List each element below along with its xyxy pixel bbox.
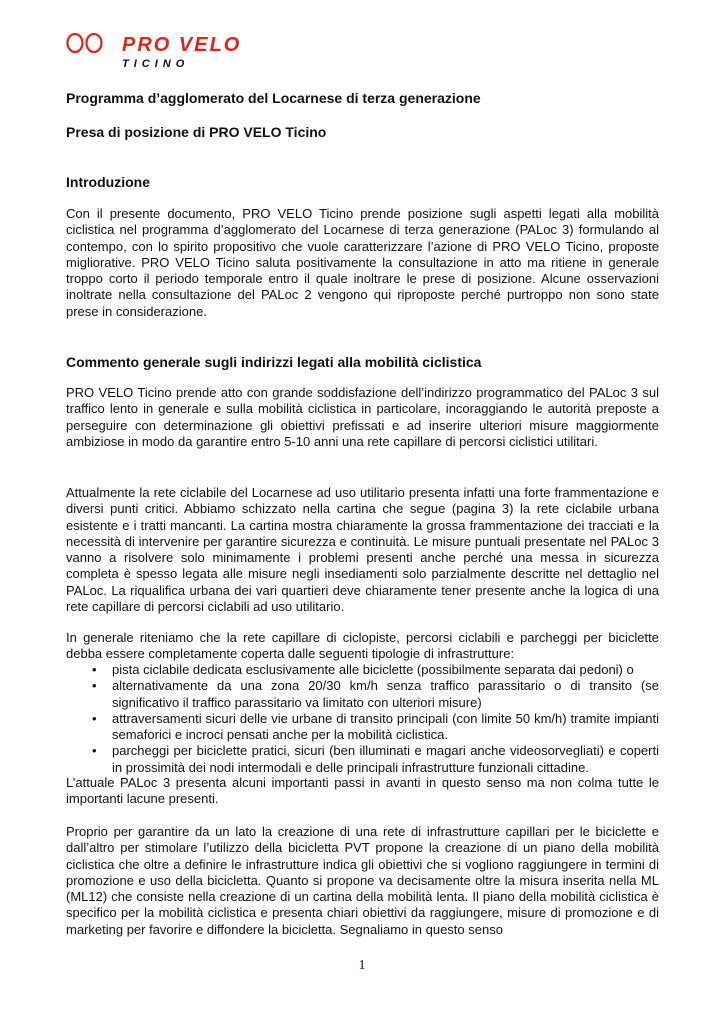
intro-paragraph: Con il presente documento, PRO VELO Ticino prende posizione sugli aspetti legati alla mobilità ciclistica nel programma d’agglomerato del Locarnese di terza generazione (PALoc 3) formulando al contempo, con lo spirito propositivo che vuole caratterizzare l’azione di PRO VELO Ticino, proposte migliorative. PRO VELO Ticino saluta positivamente la consultazione in atto ma ritiene in generale troppo corto il periodo temporale entro il quale inoltrare le prese di posizione. Alcune osservazioni inoltrate nella consultazione del PALoc 2 vengono qui riproposte perché purtroppo non sono state prese in considerazione.	[66, 206, 659, 319]
infrastructure-list	[66, 662, 659, 776]
document-title: Programma d’agglomerato del Locarnese di terza generazione	[66, 90, 481, 106]
document-subtitle: Presa di posizione di PRO VELO Ticino	[66, 124, 327, 140]
bullet-icon: •	[92, 678, 97, 694]
list-item: • attraversamenti sicuri delle vie urbane di transito principali (con limite 50 km/h) tramite impianti semaforici e incroci pensati anche per la mobilità ciclistica.	[92, 710, 659, 743]
logo-graphic	[66, 30, 256, 56]
bullet-icon: •	[92, 662, 97, 677]
list-item: • alternativamente da una zona 20/30 km/h senza traffico parassitario o di transito (se significativo il traffico parassitario va limitato con ulteriori misure)	[92, 678, 659, 710]
logo-text: PRO VELO	[122, 34, 242, 56]
bullet-icon: •	[92, 710, 97, 726]
pro-velo-logo	[66, 30, 256, 56]
page-number: 1	[358, 958, 366, 973]
intro-heading: Introduzione	[66, 174, 150, 190]
general-paragraph-2: Attualmente la rete ciclabile del Locarnese ad uso utilitario presenta infatti una forte frammentazione e diversi punti critici. Abbiamo schizzato nella cartina che segue (pagina 3) la rete ciclabile urbana esistente e i tratti mancanti. La cartina mostra chiaramente la grossa frammentazione dei tracciati e la necessità di intervenire per garantire sicurezza e continuità. Le misure puntuali presentate nel PALoc 3 vanno a risolvere solo minimamente i problemi presenti anche perché una messa in sicurezza completa è spesso legata alle misure negli insediamenti solo parzialmente descritte nel dettaglio nel PALoc. La riqualifica urbana dei vari quartieri deve chiaramente tener presente anche la logica di una rete capillare di percorsi ciclabili ad uso utilitario.	[66, 485, 659, 615]
general-paragraph-1: PRO VELO Ticino prende atto con grande soddisfazione dell’indirizzo programmatico del PALoc 3 sul traffico lento in generale e sulla mobilità ciclistica in particolare, incoraggiando le autorità preposte a perseguire con determinazione gli obiettivi prefissati e ad inserire ulteriori misure maggiormente ambiziose in modo da garantire entro 5-10 anni una rete capillare di percorsi ciclistici utilitari.	[66, 385, 659, 449]
general-heading: Commento generale sugli indirizzi legati alla mobilità ciclistica	[66, 354, 482, 370]
logo-subtitle: TICINO	[122, 58, 190, 70]
general-paragraph-3: In generale riteniamo che la rete capillare di ciclopiste, percorsi ciclabili e parcheggi per biciclette debba essere completamente coperta dalle seguenti tipologie di infrastrutture:	[66, 630, 659, 662]
general-paragraph-5: Proprio per garantire da un lato la creazione di una rete di infrastrutture capillari per le biciclette e dall’altro per stimolare l’utilizzo della bicicletta PVT propone la creazione di un piano della mobilità ciclistica che oltre a definire le infrastrutture indica gli obiettivi che si vogliono raggiungere in termini di promozione e uso della bicicletta. Quanto si propone va decisamente oltre la misura inserita nella ML (ML12) che consiste nella creazione di un cartina della mobilità lenta. Il piano della mobilità ciclistica è specifico per la mobilità ciclistica e presenta chiari obiettivi da raggiungere, misure di promozione e di marketing per favorire e diffondere la bicicletta. Segnaliamo in questo senso	[66, 824, 659, 937]
list-item: • parcheggi per biciclette pratici, sicuri (ben illuminati e magari anche videosorvegliati) e coperti in prossimità dei nodi intermodali e delle principali infrastrutture funzionali cittadine.	[92, 743, 659, 775]
list-item: • pista ciclabile dedicata esclusivamente alle biciclette (possibilmente separata dai pedoni) o	[92, 662, 634, 677]
bullet-icon: •	[92, 743, 97, 759]
general-paragraph-4: L’attuale PALoc 3 presenta alcuni importanti passi in avanti in questo senso ma non colma tutte le importanti lacune presenti.	[66, 775, 659, 807]
